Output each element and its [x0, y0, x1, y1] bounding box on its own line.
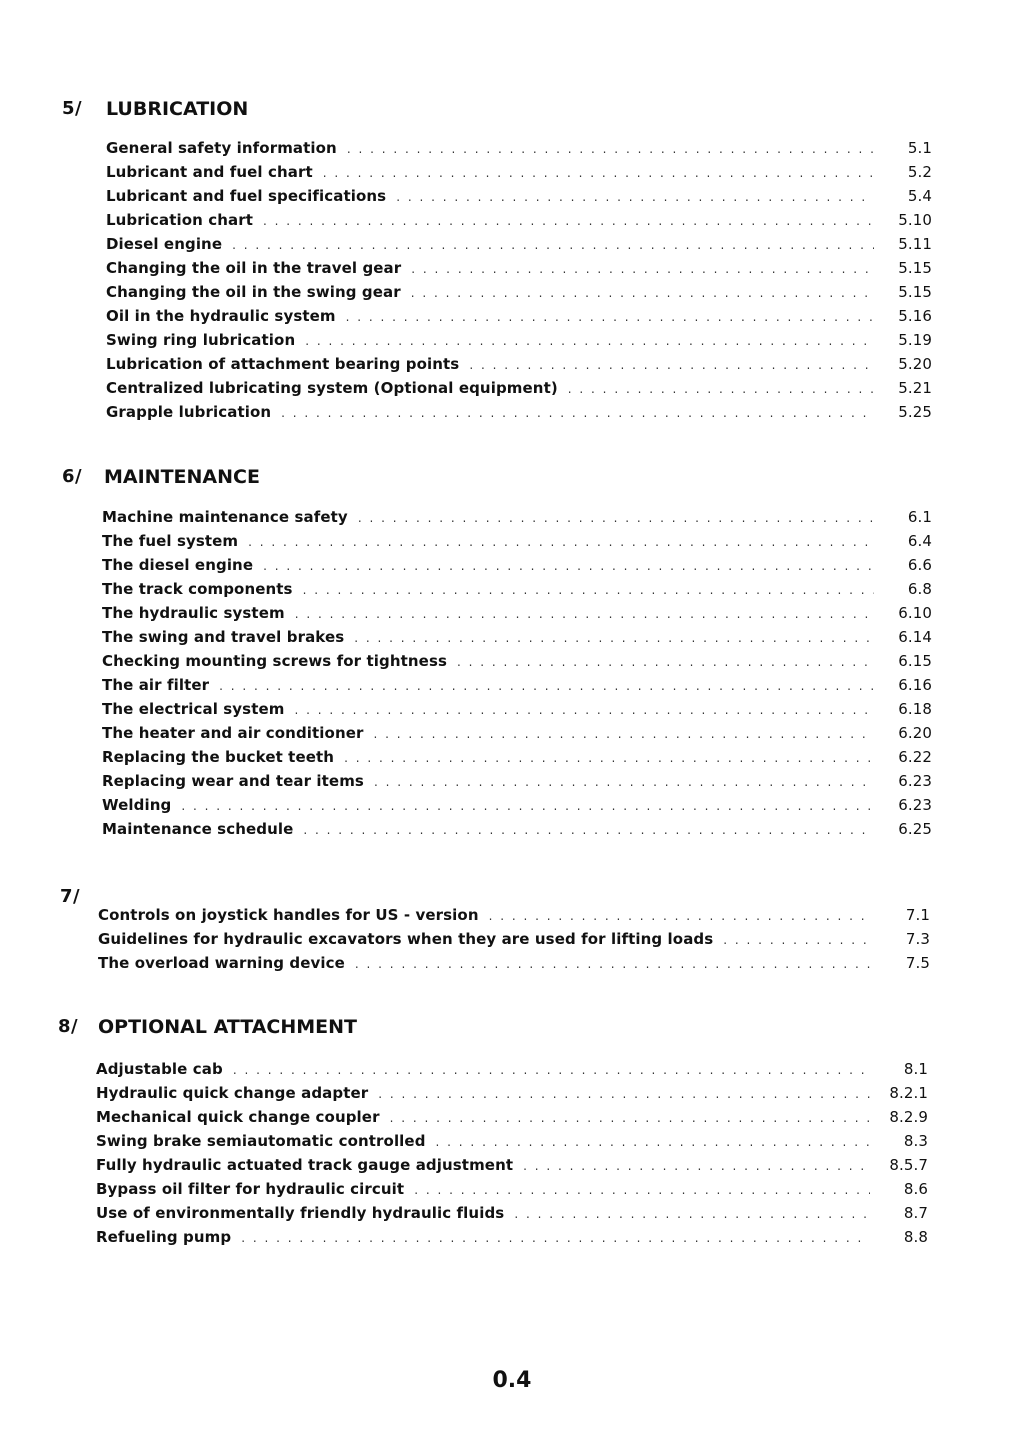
dot-leader: [374, 727, 874, 741]
toc-entry-title: Replacing wear and tear items: [102, 772, 364, 790]
toc-entry-page: 6.15: [898, 652, 932, 670]
toc-entry: [102, 772, 932, 796]
dot-leader: [457, 655, 874, 669]
toc-entry: [98, 930, 930, 954]
toc-entry-title: The electrical system: [102, 700, 285, 718]
dot-leader: [281, 406, 874, 420]
toc-entry-title: The hydraulic system: [102, 604, 285, 622]
toc-entry-title: Fully hydraulic actuated track gauge adjustment: [96, 1156, 514, 1174]
toc-entry: [106, 355, 932, 379]
page-number: 0.4: [492, 1368, 532, 1393]
toc-entry-title: Changing the oil in the travel gear: [106, 259, 402, 277]
toc-entry-page: 8.1: [903, 1060, 928, 1078]
section-title: MAINTENANCE: [104, 466, 260, 488]
toc-entry: [102, 604, 932, 628]
toc-entry: [102, 628, 932, 652]
toc-entry-title: Changing the oil in the swing gear: [106, 283, 401, 301]
toc-entry: [96, 1156, 928, 1180]
toc-entry-title: Maintenance schedule: [102, 820, 294, 838]
toc-entry-page: 8.2.1: [889, 1084, 928, 1102]
dot-leader: [241, 1231, 870, 1245]
dot-leader: [355, 957, 872, 971]
toc-list: [98, 906, 930, 978]
toc-entry-title: Lubricant and fuel specifications: [106, 187, 387, 205]
section-header: [62, 466, 942, 496]
toc-entry: [102, 820, 932, 844]
toc-entry-page: 8.8: [903, 1228, 928, 1246]
dot-leader: [723, 933, 872, 947]
toc-entry: [106, 235, 932, 259]
section-number: 5/: [62, 98, 83, 119]
dot-leader: [181, 799, 874, 813]
toc-entry-page: 6.4: [907, 532, 932, 550]
section-number: 7/: [60, 886, 81, 907]
toc-entry-page: 8.2.9: [889, 1108, 928, 1126]
toc-entry-page: 6.1: [907, 508, 932, 526]
toc-entry: [102, 748, 932, 772]
toc-entry: [106, 307, 932, 331]
toc-entry-title: Controls on joystick handles for US - version: [98, 906, 479, 924]
dot-leader: [354, 631, 874, 645]
dot-leader: [411, 262, 874, 276]
toc-entry: [102, 652, 932, 676]
toc-entry: [98, 906, 930, 930]
dot-leader: [233, 1063, 870, 1077]
toc-list: [106, 139, 932, 427]
toc-entry-page: 5.4: [907, 187, 932, 205]
toc-entry-page: 6.8: [907, 580, 932, 598]
toc-entry-title: Guidelines for hydraulic excavators when they are used for lifting loads: [98, 930, 714, 948]
dot-leader: [514, 1207, 870, 1221]
toc-entry: [96, 1084, 928, 1108]
toc-entry: [96, 1180, 928, 1204]
toc-entry: [96, 1204, 928, 1228]
toc-entry-title: Refueling pump: [96, 1228, 232, 1246]
dot-leader: [263, 559, 874, 573]
dot-leader: [568, 382, 874, 396]
toc-entry: [106, 283, 932, 307]
toc-entry-title: Welding: [102, 796, 172, 814]
toc-entry-title: Centralized lubricating system (Optional equipment): [106, 379, 558, 397]
toc-entry-page: 5.10: [898, 211, 932, 229]
toc-entry: [96, 1228, 928, 1252]
toc-entry: [102, 532, 932, 556]
toc-entry-page: 7.5: [905, 954, 930, 972]
dot-leader: [323, 166, 874, 180]
toc-entry-page: 6.10: [898, 604, 932, 622]
toc-entry-page: 8.5.7: [889, 1156, 928, 1174]
toc-entry-title: The air filter: [102, 676, 210, 694]
toc-entry-page: 5.16: [898, 307, 932, 325]
toc-entry-title: The diesel engine: [102, 556, 254, 574]
toc-entry-title: Grapple lubrication: [106, 403, 272, 421]
toc-entry: [106, 163, 932, 187]
section-header: [58, 1016, 938, 1046]
dot-leader: [396, 190, 874, 204]
toc-entry-title: The track components: [102, 580, 293, 598]
toc-entry-title: Adjustable cab: [96, 1060, 223, 1078]
toc-entry-title: Mechanical quick change coupler: [96, 1108, 380, 1126]
toc-entry: [102, 700, 932, 724]
toc-list: [96, 1060, 928, 1252]
toc-entry-title: The overload warning device: [98, 954, 345, 972]
dot-leader: [344, 751, 874, 765]
dot-leader: [489, 909, 872, 923]
toc-entry: [106, 139, 932, 163]
toc-entry: [98, 954, 930, 978]
toc-entry: [102, 676, 932, 700]
dot-leader: [378, 1087, 870, 1101]
dot-leader: [248, 535, 874, 549]
toc-entry: [102, 796, 932, 820]
section-number: 8/: [58, 1016, 79, 1037]
section-7: [60, 886, 940, 972]
toc-entry-title: Swing brake semiautomatic controlled: [96, 1132, 426, 1150]
toc-entry-page: 6.23: [898, 796, 932, 814]
toc-entry: [106, 211, 932, 235]
toc-entry-page: 5.11: [898, 235, 932, 253]
toc-entry-title: Lubrication of attachment bearing points: [106, 355, 460, 373]
toc-entry-page: 5.1: [907, 139, 932, 157]
toc-entry-page: 5.25: [898, 403, 932, 421]
toc-entry-title: The fuel system: [102, 532, 239, 550]
toc-entry-page: 6.6: [907, 556, 932, 574]
toc-entry-title: The swing and travel brakes: [102, 628, 345, 646]
toc-entry-page: 5.2: [907, 163, 932, 181]
dot-leader: [411, 286, 874, 300]
toc-entry-page: 8.6: [903, 1180, 928, 1198]
dot-leader: [523, 1159, 870, 1173]
toc-entry: [102, 508, 932, 532]
toc-list: [102, 508, 932, 844]
toc-entry-title: Diesel engine: [106, 235, 223, 253]
toc-entry: [106, 379, 932, 403]
section-maintenance: [62, 466, 942, 838]
section-lubrication: [62, 98, 942, 421]
toc-entry-page: 6.14: [898, 628, 932, 646]
section-title: LUBRICATION: [106, 98, 249, 120]
toc-entry-page: 5.21: [898, 379, 932, 397]
toc-entry-title: Lubricant and fuel chart: [106, 163, 313, 181]
dot-leader: [305, 334, 874, 348]
dot-leader: [469, 358, 874, 372]
dot-leader: [295, 607, 874, 621]
toc-entry-page: 5.19: [898, 331, 932, 349]
toc-entry: [106, 331, 932, 355]
toc-entry-page: 6.23: [898, 772, 932, 790]
toc-entry: [106, 403, 932, 427]
toc-entry-page: 7.1: [905, 906, 930, 924]
toc-entry-title: Bypass oil filter for hydraulic circuit: [96, 1180, 405, 1198]
toc-entry-title: Lubrication chart: [106, 211, 254, 229]
toc-entry-title: Checking mounting screws for tightness: [102, 652, 448, 670]
toc-entry-title: Use of environmentally friendly hydraulic fluids: [96, 1204, 505, 1222]
toc-entry-page: 6.20: [898, 724, 932, 742]
dot-leader: [358, 511, 874, 525]
toc-entry-page: 5.15: [898, 283, 932, 301]
section-number: 6/: [62, 466, 83, 487]
dot-leader: [347, 142, 874, 156]
toc-entry: [96, 1132, 928, 1156]
toc-entry-page: 6.22: [898, 748, 932, 766]
dot-leader: [219, 679, 874, 693]
dot-leader: [436, 1135, 870, 1149]
toc-entry: [102, 556, 932, 580]
dot-leader: [294, 703, 874, 717]
toc-entry-page: 5.20: [898, 355, 932, 373]
toc-entry-page: 8.3: [903, 1132, 928, 1150]
dot-leader: [346, 310, 874, 324]
toc-entry-page: 7.3: [905, 930, 930, 948]
dot-leader: [303, 583, 874, 597]
toc-entry-title: Replacing the bucket teeth: [102, 748, 335, 766]
dot-leader: [374, 775, 874, 789]
toc-entry-title: Oil in the hydraulic system: [106, 307, 336, 325]
toc-entry: [106, 187, 932, 211]
dot-leader: [303, 823, 874, 837]
toc-entry-title: Hydraulic quick change adapter: [96, 1084, 369, 1102]
toc-entry-title: General safety information: [106, 139, 337, 157]
toc-entry: [96, 1060, 928, 1084]
dot-leader: [414, 1183, 870, 1197]
toc-entry-page: 6.18: [898, 700, 932, 718]
toc-entry-title: Swing ring lubrication: [106, 331, 296, 349]
section-optional-attachment: [58, 1016, 938, 1246]
toc-entry-title: The heater and air conditioner: [102, 724, 364, 742]
toc-entry-title: Machine maintenance safety: [102, 508, 348, 526]
dot-leader: [263, 214, 874, 228]
section-header: [62, 98, 942, 128]
toc-entry-page: 6.16: [898, 676, 932, 694]
dot-leader: [390, 1111, 870, 1125]
toc-entry: [102, 580, 932, 604]
toc-entry: [102, 724, 932, 748]
section-title: OPTIONAL ATTACHMENT: [98, 1016, 357, 1038]
toc-entry: [96, 1108, 928, 1132]
toc-entry-page: 8.7: [903, 1204, 928, 1222]
toc-entry-page: 5.15: [898, 259, 932, 277]
dot-leader: [232, 238, 874, 252]
toc-entry: [106, 259, 932, 283]
toc-entry-page: 6.25: [898, 820, 932, 838]
